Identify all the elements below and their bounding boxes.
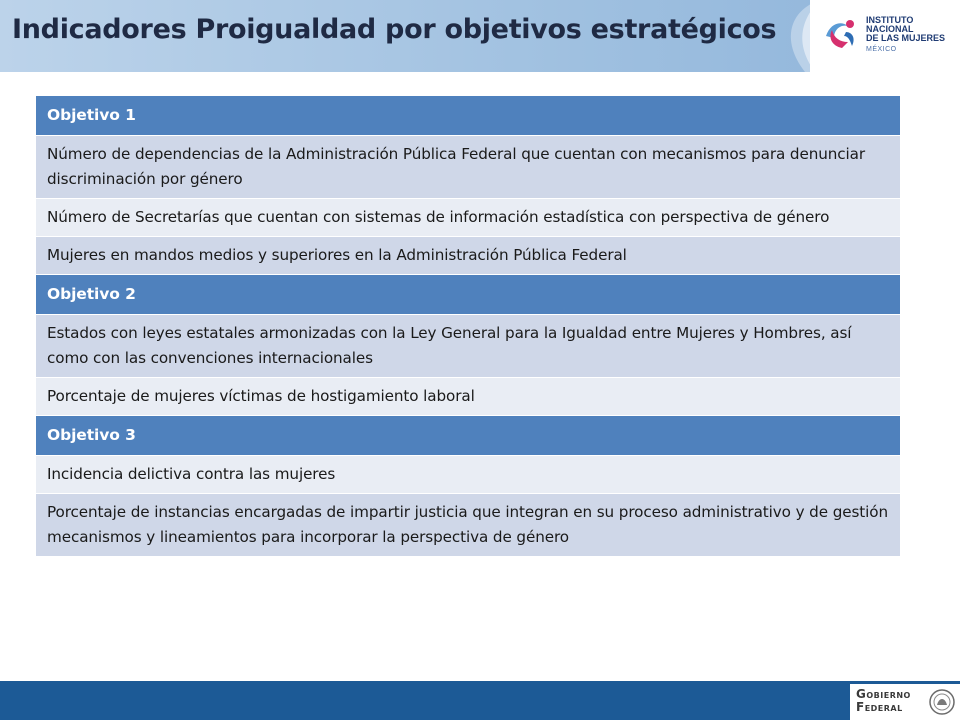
logo-line-2: DE LAS MUJERES [866, 33, 946, 43]
indicator-row: Número de dependencias de la Administración Pública Federal que cuentan con mecanismos para denunciar discriminación por género [36, 136, 900, 199]
inmujeres-logo [810, 0, 960, 72]
indicator-row: Estados con leyes estatales armonizadas con la Ley General para la Igualdad entre Mujeres y Hombres, así como con las convenciones internacionales [36, 315, 900, 378]
inmujeres-emblem-icon [822, 14, 862, 54]
national-seal-icon [928, 687, 956, 717]
gobierno-line-2: Federal [856, 700, 903, 714]
objective-header-row: Objetivo 1 [36, 96, 900, 136]
indicator-row: Porcentaje de mujeres víctimas de hostigamiento laboral [36, 378, 900, 416]
objective-header-row: Objetivo 3 [36, 416, 900, 456]
gobierno-federal-text [856, 688, 911, 714]
logo-line-3: MÉXICO [866, 46, 897, 53]
objective-header-row: Objetivo 2 [36, 275, 900, 315]
footer-bar [0, 681, 960, 720]
logo-caption [866, 16, 958, 54]
indicator-table [36, 96, 900, 557]
indicator-row: Porcentaje de instancias encargadas de impartir justicia que integran en su proceso administrativo y de gestión mecanismos y lineamientos para incorporar la perspectiva de género [36, 494, 900, 557]
indicator-row: Número de Secretarías que cuentan con sistemas de información estadística con perspectiva de género [36, 199, 900, 237]
logo-line-1: INSTITUTO NACIONAL [866, 15, 914, 34]
indicator-row: Mujeres en mandos medios y superiores en la Administración Pública Federal [36, 237, 900, 275]
page-title: Indicadores Proigualdad por objetivos estratégicos [12, 14, 777, 45]
gobierno-line-1: Gobierno [856, 687, 911, 701]
gobierno-federal-logo [850, 684, 960, 720]
indicator-row: Incidencia delictiva contra las mujeres [36, 456, 900, 494]
